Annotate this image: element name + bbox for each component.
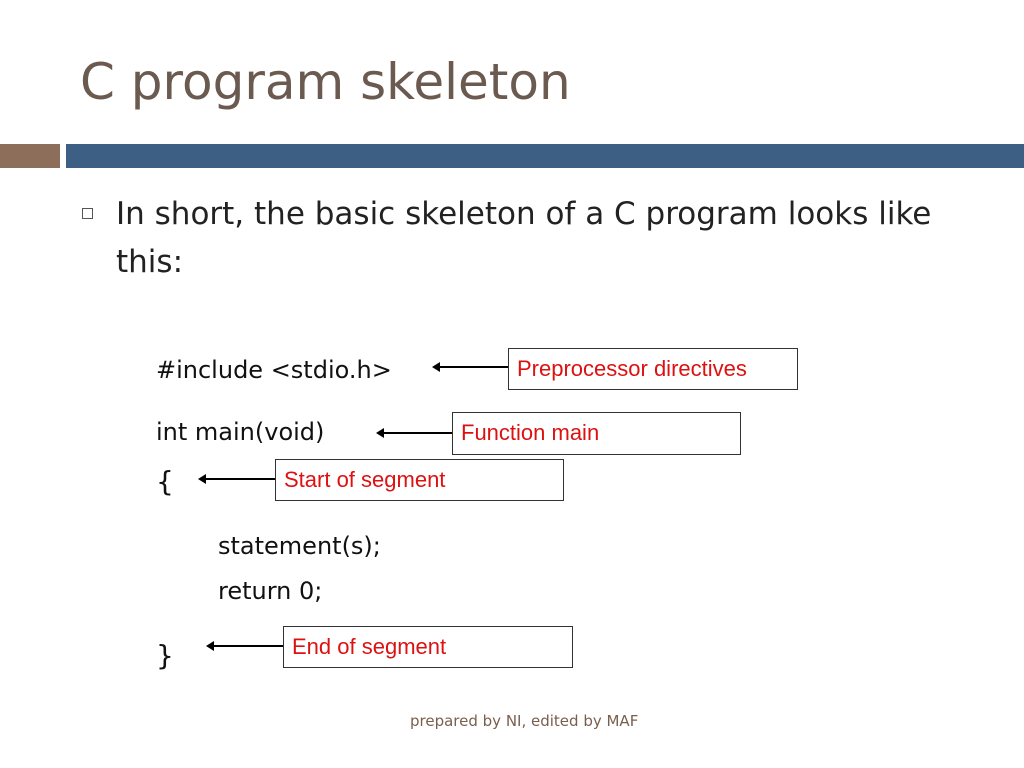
callout-end-segment: End of segment <box>283 626 573 668</box>
code-main-signature: int main(void) <box>156 418 325 446</box>
bullet-text: In short, the basic skeleton of a C program looks like this: <box>116 196 932 280</box>
arrow-left-icon <box>200 478 275 480</box>
code-return: return 0; <box>218 577 323 605</box>
slide-title: C program skeleton <box>80 53 571 111</box>
arrow-left-icon <box>434 366 508 368</box>
title-divider-bar <box>66 144 1024 168</box>
arrow-left-icon <box>208 645 283 647</box>
callout-function-main: Function main <box>452 412 741 455</box>
code-close-brace: } <box>156 639 174 672</box>
title-divider-accent <box>0 144 60 168</box>
footer-credit: prepared by NI, edited by MAF <box>410 712 639 730</box>
code-open-brace: { <box>156 465 174 498</box>
square-bullet-icon <box>82 208 93 219</box>
arrow-left-icon <box>378 432 452 434</box>
callout-start-segment: Start of segment <box>275 459 564 501</box>
code-statement: statement(s); <box>218 532 381 560</box>
callout-preprocessor: Preprocessor directives <box>508 348 798 390</box>
code-include: #include <stdio.h> <box>156 356 392 384</box>
